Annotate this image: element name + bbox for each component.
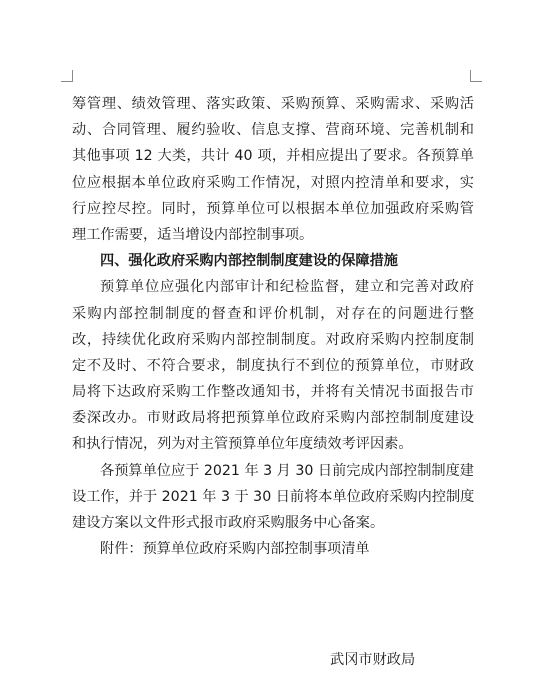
body-line: 动、合同管理、履约验收、信息支撑、营商环境、完善机制和 bbox=[72, 122, 474, 139]
body-line: 筹管理、绩效管理、落实政策、采购预算、采购需求、采购活 bbox=[72, 96, 474, 112]
body-line: 位应根据本单位政府采购工作情况，对照内控清单和要求，实 bbox=[72, 174, 474, 191]
body-line: 委深改办。市财政局将把预算单位政府采购内部控制制度建设 bbox=[72, 410, 474, 427]
body-line: 行应控尽控。同时，预算单位可以根据本单位加强政府采购管 bbox=[72, 200, 474, 217]
document-body bbox=[72, 91, 474, 562]
body-line: 建设方案以文件形式报市政府采购服务中心备案。 bbox=[72, 515, 385, 531]
body-line: 各预算单位应于 2021 年 3 月 30 日前完成内部控制制度建 bbox=[100, 462, 474, 479]
attachment-line: 附件：预算单位政府采购内部控制事项清单 bbox=[100, 541, 370, 558]
issuer-signature: 武冈市财政局 bbox=[330, 652, 416, 668]
body-line: 其他事项 12 大类，共计 40 项，并相应提出了要求。各预算单 bbox=[72, 148, 474, 165]
section-heading: 四、强化政府采购内部控制制度建设的保障措施 bbox=[100, 253, 398, 270]
crop-mark-top-right bbox=[470, 70, 482, 82]
crop-mark-top-left bbox=[61, 70, 73, 82]
body-line: 预算单位应强化内部审计和纪检监督，建立和完善对政府 bbox=[100, 279, 474, 296]
body-line: 设工作，并于 2021 年 3 于 30 日前将本单位政府采购内控制度 bbox=[72, 488, 475, 505]
body-line: 改，持续优化政府采购内部控制制度。对政府采购内控制度制 bbox=[72, 331, 474, 348]
body-line: 理工作需要，适当增设内部控制事项。 bbox=[72, 226, 314, 243]
body-line: 和执行情况，列为对主管预算单位年度绩效考评因素。 bbox=[72, 436, 413, 453]
body-line: 定不及时、不符合要求，制度执行不到位的预算单位，市财政 bbox=[72, 357, 474, 374]
body-line: 采购内部控制制度的督查和评价机制，对存在的问题进行整 bbox=[72, 305, 474, 322]
body-line: 局将下达政府采购工作整改通知书，并将有关情况书面报告市 bbox=[72, 384, 474, 401]
